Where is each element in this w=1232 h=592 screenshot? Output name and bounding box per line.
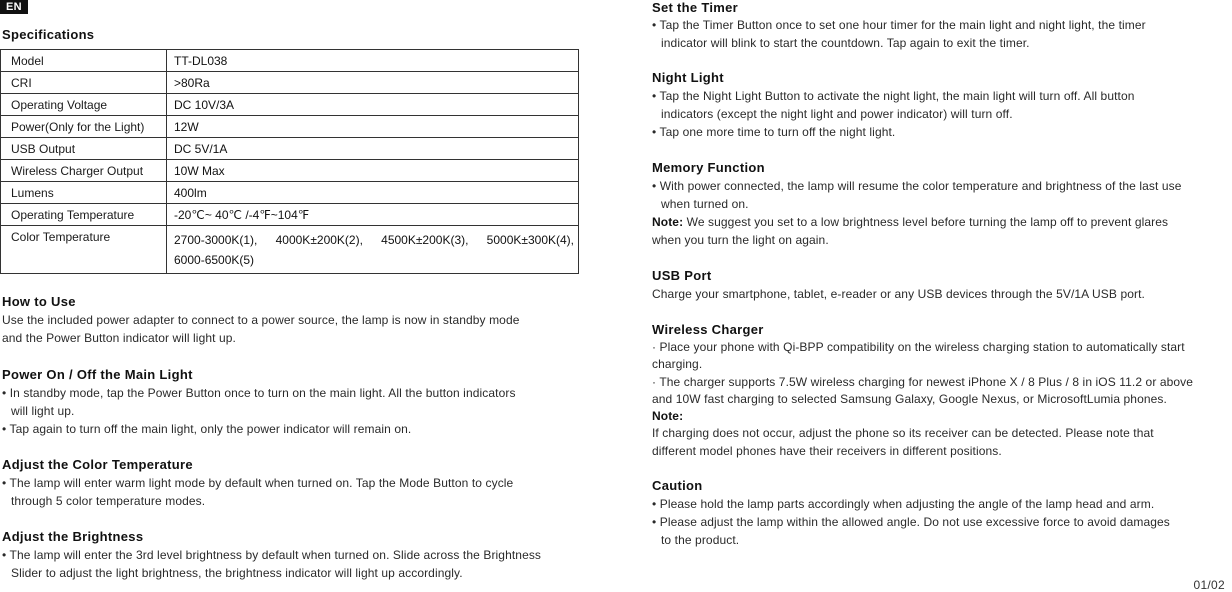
continuation-line: will light up. — [11, 404, 75, 418]
language-badge: EN — [0, 0, 28, 14]
spec-value: DC 10V/3A — [167, 94, 579, 116]
note-continuation-line: when you turn the light on again. — [652, 233, 829, 247]
spec-row-wireless-charger-output — [1, 160, 579, 182]
bullet-line: • Tap one more time to turn off the night light. — [652, 125, 896, 139]
bullet-line: • Please hold the lamp parts accordingly when adjusting the angle of the lamp head and arm. — [652, 497, 1155, 511]
wireless-charger-section — [652, 321, 1193, 460]
spec-label: CRI — [1, 72, 167, 94]
spec-value — [167, 226, 579, 274]
bullet-line: • The lamp will enter the 3rd level brightness by default when turned on. Slide across the Brightness — [2, 548, 542, 562]
spec-row-model — [1, 50, 579, 72]
brightness-section — [2, 528, 541, 582]
continuation-line: charging. — [652, 357, 703, 372]
bullet-line: • Tap again to turn off the main light, only the power indicator will remain on. — [2, 422, 412, 436]
spec-value: 12W — [167, 116, 579, 138]
bullet-line: · The charger supports 7.5W wireless charging for newest iPhone X / 8 Plus / 8 in iOS 11.2 or above — [652, 374, 1194, 389]
spec-value: 400lm — [167, 182, 579, 204]
spec-row-usb-output — [1, 138, 579, 160]
section-heading: Night Light — [652, 70, 724, 85]
bullet-line: • With power connected, the lamp will resume the color temperature and brightness of the last use — [652, 179, 1182, 193]
section-heading: Wireless Charger — [652, 322, 764, 337]
spec-value: 10W Max — [167, 160, 579, 182]
spec-row-power — [1, 116, 579, 138]
section-heading: Caution — [652, 478, 703, 493]
note-text-line: If charging does not occur, adjust the phone so its receiver can be detected. Please note that — [652, 426, 1154, 441]
bullet-line: • In standby mode, tap the Power Button once to turn on the main light. All the button indicators — [2, 386, 516, 400]
spec-label: Model — [1, 50, 167, 72]
section-heading: USB Port — [652, 268, 712, 283]
night-light-section — [652, 69, 1135, 141]
spec-label: Color Temperature — [1, 226, 167, 274]
spec-row-color-temperature — [1, 226, 579, 274]
section-heading: Adjust the Color Temperature — [2, 457, 193, 472]
continuation-line: indicators (except the night light and power indicator) will turn off. — [661, 107, 1013, 121]
section-heading: Power On / Off the Main Light — [2, 367, 193, 382]
color-temperature-line: 2700-3000K(1), 4000K±200K(2), 4500K±200K(3), 5000K±300K(4), — [174, 233, 574, 247]
bullet-line: • Tap the Timer Button once to set one hour timer for the main light and night light, the timer — [652, 18, 1146, 32]
body-line: Charge your smartphone, tablet, e-reader or any USB devices through the 5V/1A USB port. — [652, 287, 1145, 301]
note-line — [652, 213, 1182, 231]
continuation-line: through 5 color temperature modes. — [11, 494, 206, 508]
spec-value: DC 5V/1A — [167, 138, 579, 160]
section-heading: Memory Function — [652, 160, 765, 175]
continuation-line: Slider to adjust the light brightness, the brightness indicator will light up accordingly. — [11, 566, 463, 580]
continuation-line: indicator will blink to start the countdown. Tap again to exit the timer. — [661, 36, 1030, 50]
section-heading: Adjust the Brightness — [2, 529, 144, 544]
memory-function-section — [652, 159, 1182, 249]
continuation-line: and 10W fast charging to selected Samsung Galaxy, Google Nexus, or MicrosoftLumia phones. — [652, 391, 1167, 406]
bullet-line: • The lamp will enter warm light mode by default when turned on. Tap the Mode Button to cycle — [2, 476, 514, 490]
set-timer-section — [652, 0, 1146, 52]
spec-row-operating-voltage — [1, 94, 579, 116]
spec-label: Operating Voltage — [1, 94, 167, 116]
specifications-table — [0, 49, 579, 274]
spec-row-cri — [1, 72, 579, 94]
specifications-heading: Specifications — [2, 27, 95, 42]
usb-port-section — [652, 267, 1145, 303]
how-to-use-section — [2, 293, 520, 347]
caution-section — [652, 477, 1170, 549]
bullet-line: • Please adjust the lamp within the allowed angle. Do not use excessive force to avoid damages — [652, 515, 1170, 529]
note-text-line: different model phones have their receivers in different positions. — [652, 443, 1002, 458]
body-line: Use the included power adapter to connect to a power source, the lamp is now in standby mode — [2, 313, 520, 327]
section-heading: How to Use — [2, 294, 76, 309]
spec-label: Power(Only for the Light) — [1, 116, 167, 138]
continuation-line: when turned on. — [661, 197, 749, 211]
page-number: 01/02 — [1193, 578, 1225, 592]
color-temperature-line: 6000-6500K(5) — [174, 253, 255, 267]
power-on-off-section — [2, 366, 516, 438]
section-heading: Set the Timer — [652, 0, 739, 15]
spec-row-operating-temperature — [1, 204, 579, 226]
spec-row-lumens — [1, 182, 579, 204]
spec-value: -20℃~ 40℃ /-4℉~104℉ — [167, 204, 579, 226]
note-label: Note: — [652, 215, 684, 229]
note-label: Note: — [652, 409, 684, 424]
spec-label: USB Output — [1, 138, 167, 160]
note-line — [652, 408, 1193, 425]
color-temperature-section — [2, 456, 513, 510]
spec-value: >80Ra — [167, 72, 579, 94]
spec-label: Wireless Charger Output — [1, 160, 167, 182]
spec-label: Operating Temperature — [1, 204, 167, 226]
spec-label: Lumens — [1, 182, 167, 204]
spec-value: TT-DL038 — [167, 50, 579, 72]
bullet-line: • Tap the Night Light Button to activate the night light, the main light will turn off. All button — [652, 89, 1135, 103]
note-text: We suggest you set to a low brightness level before turning the lamp off to prevent glares — [686, 215, 1169, 229]
bullet-line: · Place your phone with Qi-BPP compatibility on the wireless charging station to automatically start — [652, 340, 1185, 354]
body-line: and the Power Button indicator will light up. — [2, 331, 236, 345]
continuation-line: to the product. — [661, 533, 740, 547]
